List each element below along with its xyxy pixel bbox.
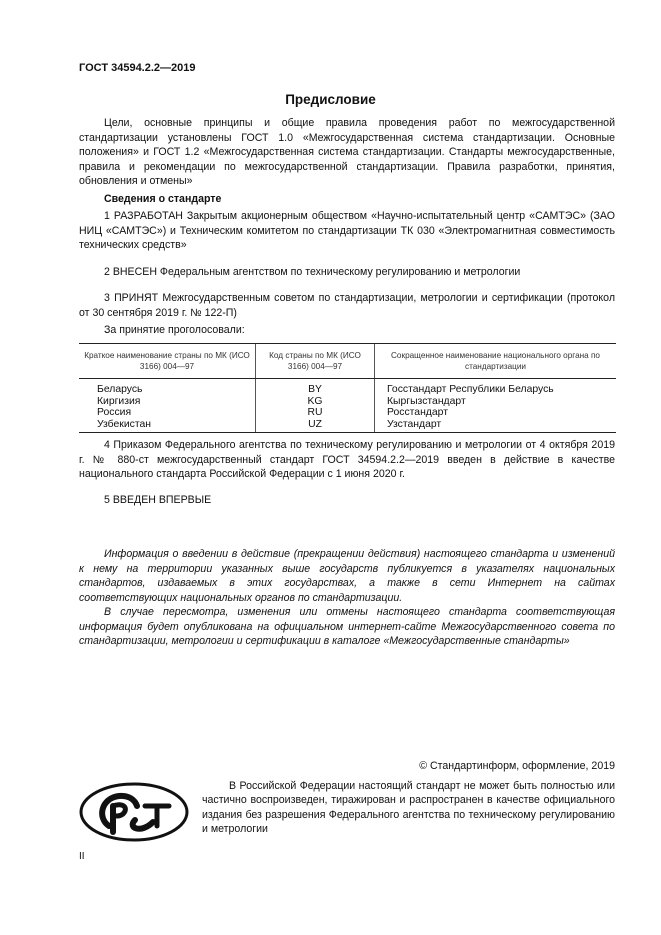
cell-country: Россия — [97, 407, 132, 418]
cell-body: Кыргызстандарт — [375, 396, 617, 408]
note-info-text: Информация о введении в действие (прекращении действия) настоящего стандарта и изменений к нему на территории указанных выше государств публикуется в указателях национальных стандартов, издаваемых в этих государствах, а также в сети Интернет на сайтах соответствующих национальных органов по стандартизации. — [79, 548, 615, 604]
pct-logo-icon — [79, 782, 189, 842]
copyright-notice-text: В Российской Федерации настоящий стандарт не может быть полностью или частично воспроизведен, тиражирован и распространен в качестве официального издания без разрешения Федерального агентства по техническому регулированию и метрологии — [202, 780, 615, 836]
cell-code: RU — [256, 407, 375, 419]
item-developed-text: 1 РАЗРАБОТАН Закрытым акционерным обществом «Научно-испытательный центр «САМТЭС» (ЗАО НИЦ «САМТЭС») и Техническим комитетом по стандартизации ТК 030 «Электромагнитная совместимость технических средств» — [79, 210, 615, 252]
item-introduced-text: 2 ВНЕСЕН Федеральным агентством по техническому регулированию и метрологии — [104, 266, 521, 278]
item-introduced — [79, 265, 615, 280]
cell-country: Киргизия — [97, 395, 141, 407]
document-code: ГОСТ 34594.2.2—2019 — [79, 62, 196, 74]
pct-logo — [79, 782, 189, 845]
table-row — [79, 396, 616, 408]
cell-country: Узбекистан — [79, 419, 256, 433]
item-order-text: 4 Приказом Федерального агентства по техническому регулированию и метрологии от 4 октября 2019 г. № 880-ст межгосударственный стандарт ГОСТ 34594.2.2—2019 введен в действие в качестве национального стандарта Российской Федерации с 1 июня 2020 г. — [79, 439, 615, 481]
cell-body: Узстандарт — [375, 419, 617, 433]
item-first-edition: 5 ВВЕДЕН ВПЕРВЫЕ — [104, 494, 212, 506]
copyright-notice — [202, 779, 615, 837]
table-row — [79, 407, 616, 419]
intro-text: Цели, основные принципы и общие правила проведения работ по межгосударственной стандартизации установлены ГОСТ 1.0 «Межгосударственная система стандартизации. Основные положения» и ГОСТ 1.2 «Межгосударственная система стандартизации. Стандарты межгосударственные, правила и рекомендации по межгосударственной стандартизации. Правила разработки, принятия, обновления и отмены» — [79, 117, 615, 188]
cell-code: KG — [256, 396, 375, 408]
cell-code: UZ — [256, 419, 375, 433]
item-adopted — [79, 291, 615, 320]
item-order — [79, 438, 615, 482]
voting-states-table — [79, 343, 616, 433]
cell-body: Росстандарт — [375, 407, 617, 419]
column-header-country: Краткое наименование страны по МК (ИСО 3166) 004—97 — [79, 344, 256, 379]
cell-code: BY — [256, 379, 375, 396]
column-header-code: Код страны по МК (ИСО 3166) 004—97 — [256, 344, 375, 379]
info-heading: Сведения о стандарте — [104, 193, 222, 205]
item-adopted-text: 3 ПРИНЯТ Межгосударственным советом по стандартизации, метрологии и сертификации (протокол от 30 сентября 2019 г. № 122-П) — [79, 292, 615, 319]
voted-label: За принятие проголосовали: — [104, 324, 245, 336]
item-developed — [79, 209, 615, 253]
cell-body: Госстандарт Республики Беларусь — [375, 379, 617, 396]
intro-paragraph — [79, 116, 615, 189]
note-info — [79, 547, 615, 605]
page-number: II — [79, 851, 85, 862]
page-title: Предисловие — [285, 92, 376, 107]
table-header-row — [79, 344, 616, 379]
note-revision — [79, 605, 615, 649]
table-row — [79, 419, 616, 433]
copyright: © Стандартинформ, оформление, 2019 — [419, 760, 615, 772]
cell-country: Беларусь — [97, 384, 143, 395]
table-row — [79, 379, 616, 396]
column-header-body: Сокращенное наименование национального органа по стандартизации — [375, 344, 617, 379]
note-revision-text: В случае пересмотра, изменения или отмены настоящего стандарта соответствующая информация будет опубликована на официальном интернет-сайте Межгосударственного совета по стандартизации, метрологии и сертификации в каталоге «Межгосударственные стандарты» — [79, 606, 615, 648]
